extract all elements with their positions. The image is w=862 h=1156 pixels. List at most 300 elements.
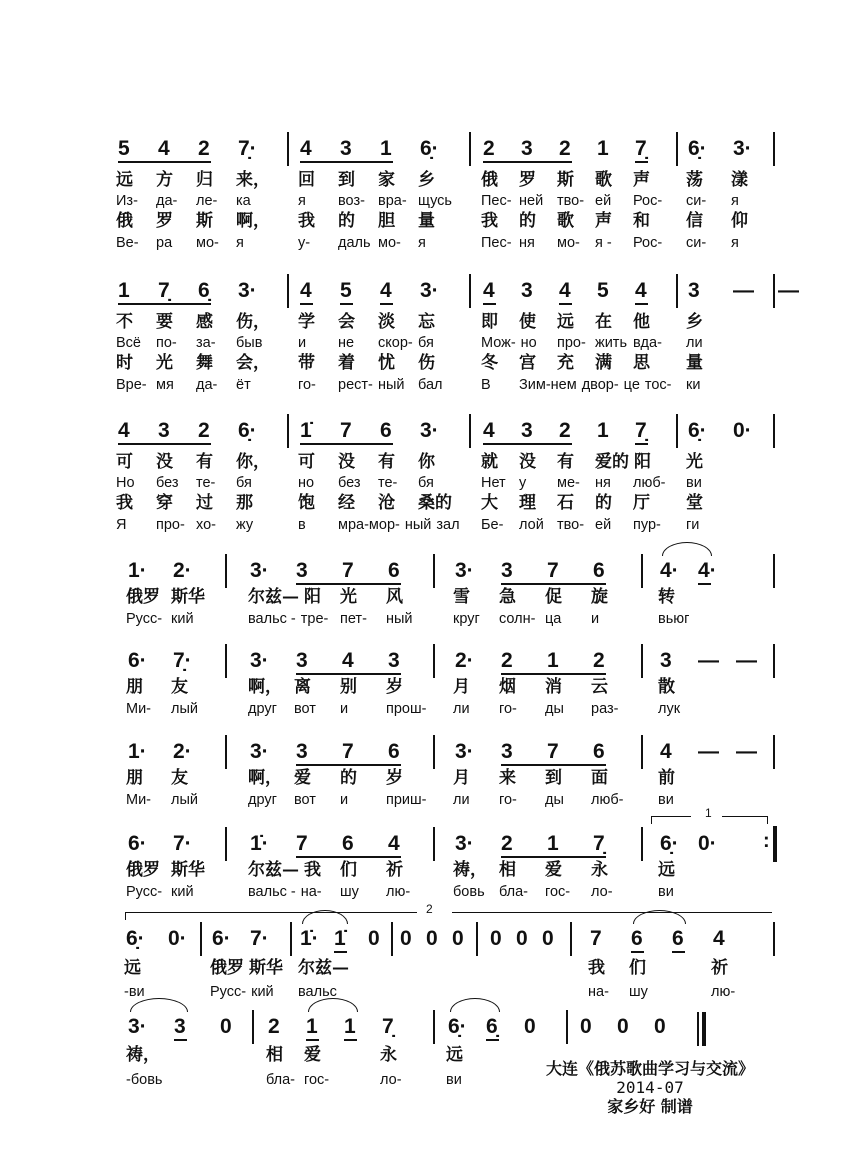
lyric-chinese: 祈 [711, 958, 728, 978]
lyric-chinese: 光 [686, 452, 703, 472]
lyric-chinese: 我 [116, 493, 133, 513]
barline [641, 644, 643, 678]
lyric-russian: го- [499, 792, 517, 808]
lyric-chinese: 漾 [731, 170, 748, 190]
lyric-russian: ле- [196, 193, 218, 209]
lyric-chinese: 回 [298, 170, 315, 190]
lyric-chinese: 在 [595, 312, 612, 332]
barline [433, 644, 435, 678]
note: 0 [580, 1015, 592, 1038]
lyric-chinese: 俄 [481, 170, 498, 190]
note: 3· [128, 1015, 147, 1038]
lyric-chinese: 岁 [386, 677, 403, 697]
note: 6 [593, 559, 605, 582]
lyric-chinese: 和 [633, 211, 650, 231]
lyric-chinese: 到 [545, 768, 562, 788]
lyric-chinese: 使 [519, 312, 536, 332]
lyric-russian: я [236, 235, 244, 251]
note: 4 [300, 137, 312, 160]
beam-underline [340, 303, 353, 305]
note: 6̣· [688, 419, 707, 442]
lyric-russian: быв [236, 335, 263, 351]
lyric-chinese: 促 [545, 587, 562, 607]
lyric-russian: гос- [545, 884, 571, 900]
note: — [698, 649, 719, 672]
beam-underline [635, 303, 648, 305]
barline [433, 735, 435, 769]
lyric-russian: вальс - [248, 611, 296, 627]
beam-underline [300, 161, 393, 163]
lyric-russian: бя [418, 475, 434, 491]
lyric-chinese: 荡 [686, 170, 703, 190]
note: 2 [268, 1015, 280, 1038]
lyric-chinese: 罗 [156, 211, 173, 231]
repeat-dots: : [763, 830, 770, 852]
lyric-chinese: 啊， [236, 211, 270, 231]
note: 6̣· [420, 137, 439, 160]
note: 2· [173, 740, 192, 763]
lyric-chinese: 乡 [418, 170, 435, 190]
barline [641, 554, 643, 588]
lyric-chinese: 满 [595, 353, 612, 373]
lyric-chinese: 到 [338, 170, 355, 190]
note: 3 [174, 1015, 186, 1038]
lyric-russian: ный [378, 377, 405, 393]
lyric-russian: Русс- [126, 884, 163, 900]
lyric-chinese: 斯华 [249, 958, 283, 978]
lyric-chinese: 永 [591, 860, 608, 880]
lyric-russian: вот [294, 701, 316, 717]
note: 1 [344, 1015, 356, 1038]
lyric-russian: бя [418, 335, 434, 351]
lyric-chinese: 罗 [519, 170, 536, 190]
lyric-chinese: 朋 [126, 768, 143, 788]
lyric-chinese: 俄罗 [210, 958, 244, 978]
barline [676, 414, 678, 448]
lyric-chinese: 仰 [731, 211, 748, 231]
lyric-russian: Из- [116, 193, 138, 209]
lyric-chinese: 祷， [126, 1045, 160, 1065]
lyric-russian: ца [545, 611, 562, 627]
lyric-chinese: 那 [236, 493, 253, 513]
note: 2 [198, 137, 210, 160]
lyric-russian: мо- [378, 235, 401, 251]
note: 3 [296, 740, 308, 763]
note: 5 [597, 279, 609, 302]
lyric-russian: ло- [380, 1072, 402, 1088]
note: 3 [340, 137, 352, 160]
lyric-russian: мра-мор- [338, 517, 400, 533]
lyric-chinese: 光 [156, 353, 173, 373]
barline [773, 132, 775, 166]
beam-underline [296, 764, 401, 766]
lyric-chinese: 歌 [557, 211, 574, 231]
lyric-russian: в [298, 517, 306, 533]
lyric-russian: ра [156, 235, 173, 251]
beam-underline [483, 161, 572, 163]
lyric-russian: но [520, 335, 537, 351]
note: 6 [380, 419, 392, 442]
volta-1-tick [651, 816, 652, 824]
lyric-russian: бал [418, 377, 443, 393]
lyric-russian: Рос- [633, 235, 663, 251]
note: 3· [455, 559, 474, 582]
lyric-chinese: 舞 [196, 353, 213, 373]
lyric-chinese: 月 [453, 677, 470, 697]
lyric-russian: и [591, 611, 600, 627]
lyric-chinese: 祷， [453, 860, 487, 880]
barline [225, 735, 227, 769]
note: 0 [516, 927, 528, 950]
lyric-russian: Пес- [481, 235, 512, 251]
lyric-chinese: 大 [481, 493, 498, 513]
lyric-russian: мо- [557, 235, 580, 251]
volta-1-line-left [651, 816, 691, 817]
lyric-russian: си- [686, 235, 707, 251]
lyric-chinese: 他 [633, 312, 650, 332]
lyric-chinese: 阳 [634, 452, 651, 472]
lyric-chinese: 斯 [196, 211, 213, 231]
lyric-russian: Ми- [126, 701, 152, 717]
lyric-chinese: 面 [591, 768, 608, 788]
lyric-chinese: 伤， [236, 312, 270, 332]
lyric-russian: вальс - [248, 884, 296, 900]
note: 3 [501, 559, 513, 582]
lyric-russian: ка [236, 193, 251, 209]
beam-underline [501, 764, 606, 766]
note: 6 [672, 927, 684, 950]
beam-underline [501, 583, 606, 585]
lyric-russian: лю- [711, 984, 736, 1000]
lyric-chinese: 相 [266, 1045, 283, 1065]
lyric-russian: ный [386, 611, 413, 627]
lyric-russian: двор- [581, 377, 619, 393]
lyric-chinese: 充 [557, 353, 574, 373]
beam-underline [698, 583, 711, 585]
lyric-russian: да- [156, 193, 178, 209]
note: 6 [388, 740, 400, 763]
volta-2-line-left [125, 912, 417, 913]
note: 0 [490, 927, 502, 950]
lyric-russian: кий [171, 611, 194, 627]
note: 3 [521, 137, 533, 160]
lyric-russian: и [298, 335, 307, 351]
lyric-chinese: 会， [236, 353, 270, 373]
lyric-russian: вра- [378, 193, 407, 209]
note: — [733, 279, 754, 302]
lyric-chinese: 你， [236, 452, 270, 472]
lyric-russian: тос- [644, 377, 672, 393]
lyric-chinese: 声 [595, 211, 612, 231]
lyric-russian: Русс- [126, 611, 163, 627]
lyric-chinese: 俄 [116, 211, 133, 231]
barline [676, 274, 678, 308]
beam-underline [296, 583, 401, 585]
note: 1 [306, 1015, 318, 1038]
lyric-russian: бла- [499, 884, 529, 900]
barline [200, 922, 202, 956]
lyric-chinese: 沧 [378, 493, 395, 513]
lyric-chinese: 胆 [378, 211, 395, 231]
note: 7· [173, 832, 192, 855]
beam-underline [631, 951, 644, 953]
lyric-russian: вда- [633, 335, 662, 351]
lyric-russian: по- [156, 335, 177, 351]
lyric-chinese: 可 [116, 452, 133, 472]
lyric-chinese: 远 [557, 312, 574, 332]
lyric-chinese: 尔兹— [248, 587, 299, 607]
barline [225, 554, 227, 588]
lyric-russian: хо- [196, 517, 216, 533]
note: 6̣· [126, 927, 145, 950]
repeat-end-barline [773, 826, 777, 862]
lyric-chinese: 过 [196, 493, 213, 513]
note: 1 [597, 419, 609, 442]
lyric-chinese: 朋 [126, 677, 143, 697]
lyric-chinese: 的 [519, 211, 536, 231]
note: 1 [547, 649, 559, 672]
note: — [736, 649, 757, 672]
note: 7· [250, 927, 269, 950]
note: 3 [296, 559, 308, 582]
lyric-russian: ки [686, 377, 701, 393]
lyric-chinese: 理 [519, 493, 536, 513]
lyric-chinese: 远 [658, 860, 675, 880]
note: 3· [455, 832, 474, 855]
note: 4 [713, 927, 725, 950]
lyric-chinese: 忧 [378, 353, 395, 373]
lyric-chinese: 会 [338, 312, 355, 332]
lyric-russian: лук [658, 701, 681, 717]
barline [433, 827, 435, 861]
note: 7 [296, 832, 308, 855]
lyric-russian: друг [248, 701, 277, 717]
note: 3· [420, 279, 439, 302]
barline [773, 554, 775, 588]
lyric-russian: друг [248, 792, 277, 808]
lyric-chinese: 友 [171, 677, 188, 697]
note: 3 [158, 419, 170, 442]
barline [566, 1010, 568, 1044]
note: 6 [388, 559, 400, 582]
lyric-russian: Бе- [481, 517, 504, 533]
lyric-russian: да- [196, 377, 218, 393]
note: 6· [128, 832, 147, 855]
note: 0 [617, 1015, 629, 1038]
barline [773, 735, 775, 769]
lyric-russian: люб- [633, 475, 666, 491]
barline [469, 132, 471, 166]
lyric-chinese: 们 [629, 958, 646, 978]
lyric-chinese: 消 [545, 677, 562, 697]
lyric-russian: ви [658, 884, 674, 900]
lyric-russian: вьюг [658, 611, 690, 627]
note: 3 [688, 279, 700, 302]
lyric-chinese: 量 [686, 353, 703, 373]
lyric-russian: Я [116, 517, 127, 533]
lyric-chinese: 有 [557, 452, 574, 472]
note: 6̣· [688, 137, 707, 160]
note: 2· [455, 649, 474, 672]
note: 3· [420, 419, 439, 442]
note: 4· [660, 559, 679, 582]
beam-underline [635, 443, 648, 445]
note: 7 [340, 419, 352, 442]
note: 0 [542, 927, 554, 950]
lyric-russian: ды [545, 792, 564, 808]
note: 2 [593, 649, 605, 672]
lyric-chinese: 即 [481, 312, 498, 332]
note: 0· [698, 832, 717, 855]
note: 0· [168, 927, 187, 950]
beam-underline [559, 303, 572, 305]
lyric-chinese: 远 [116, 170, 133, 190]
lyric-russian: тво- [557, 193, 585, 209]
note: 2 [559, 137, 571, 160]
barline [225, 644, 227, 678]
lyric-russian: Ми- [126, 792, 152, 808]
beam-underline [501, 856, 606, 858]
lyric-russian: ви [686, 475, 702, 491]
note: 4 [635, 279, 647, 302]
note: 7̣· [238, 137, 257, 160]
beam-underline [672, 951, 685, 953]
lyric-russian: ёт [236, 377, 251, 393]
lyric-chinese: 爱 [294, 768, 311, 788]
lyric-russian: Вре- [116, 377, 147, 393]
lyric-russian: Русс- [210, 984, 247, 1000]
lyric-russian: кий [251, 984, 274, 1000]
lyric-chinese: 就 [481, 452, 498, 472]
note: 4· [698, 559, 717, 582]
lyric-russian: В [481, 377, 491, 393]
lyric-russian: раз- [591, 701, 619, 717]
lyric-russian: ня [519, 235, 535, 251]
beam-underline [296, 856, 401, 858]
beam-underline [174, 1039, 187, 1041]
lyric-russian: Зим-нем [519, 377, 577, 393]
lyric-russian: Нет [481, 475, 506, 491]
lyric-chinese: 我 [298, 211, 315, 231]
volta-2-label: 2 [426, 902, 433, 916]
barline [676, 132, 678, 166]
lyric-russian: тре- [300, 611, 329, 627]
lyric-russian: я [418, 235, 426, 251]
lyric-chinese: 斯华 [171, 860, 205, 880]
lyric-russian: пет- [340, 611, 367, 627]
note: 6 [631, 927, 643, 950]
note: 7 [342, 559, 354, 582]
barline [433, 554, 435, 588]
lyric-chinese: 饱 [298, 493, 315, 513]
note: 7̣ [593, 832, 605, 855]
note: 6· [212, 927, 231, 950]
volta-2-tick [125, 912, 126, 920]
beam-underline [296, 673, 401, 675]
lyric-russian: бовь [453, 884, 485, 900]
lyric-russian: вот [294, 792, 316, 808]
tie-arc [662, 542, 712, 556]
note: 0 [368, 927, 380, 950]
note: 5 [340, 279, 352, 302]
note: 4 [118, 419, 130, 442]
barline [287, 414, 289, 448]
lyric-chinese: 桑的 [418, 493, 452, 513]
beam-underline [334, 951, 347, 953]
lyric-chinese: 岁 [386, 768, 403, 788]
lyric-russian: лю- [386, 884, 411, 900]
lyric-russian: го- [298, 377, 316, 393]
note: 4 [342, 649, 354, 672]
lyric-russian: шу [629, 984, 648, 1000]
note: 1 [597, 137, 609, 160]
beam-underline [300, 443, 393, 445]
lyric-chinese: 友 [171, 768, 188, 788]
lyric-chinese: 着 [338, 353, 355, 373]
lyric-russian: без [338, 475, 361, 491]
barline [570, 922, 572, 956]
note: 3 [521, 419, 533, 442]
lyric-russian: ви [446, 1072, 462, 1088]
note: 7̣ [635, 137, 647, 160]
lyric-russian: но [298, 475, 315, 491]
lyric-russian: прош- [386, 701, 427, 717]
lyric-russian: ня [595, 475, 611, 491]
lyric-chinese: 祈 [386, 860, 403, 880]
barline [773, 414, 775, 448]
lyric-russian: воз- [338, 193, 365, 209]
lyric-chinese: 别 [340, 677, 357, 697]
lyric-russian: гос- [304, 1072, 330, 1088]
lyric-chinese: 的 [595, 493, 612, 513]
lyric-russian: лый [171, 792, 198, 808]
note: 7̣ [635, 419, 647, 442]
lyric-russian: Всё [116, 335, 141, 351]
lyric-russian: люб- [591, 792, 624, 808]
lyric-russian: круг [453, 611, 480, 627]
note: 0 [524, 1015, 536, 1038]
tie-arc [450, 998, 500, 1012]
lyric-chinese: 思 [633, 353, 650, 373]
footer-credit: 家乡好 制谱 [607, 1097, 693, 1116]
lyric-russian: про- [557, 335, 586, 351]
barline [773, 922, 775, 956]
note: — [736, 740, 757, 763]
note: 4 [300, 279, 312, 302]
lyric-russian: ей [595, 193, 612, 209]
lyric-russian: ви [658, 792, 674, 808]
barline [469, 274, 471, 308]
lyric-chinese: 厅 [633, 493, 650, 513]
volta-2-line-right [452, 912, 772, 913]
lyric-chinese: 阳 [304, 587, 321, 607]
lyric-chinese: 来 [499, 768, 516, 788]
beam-underline [380, 303, 393, 305]
note: 3· [455, 740, 474, 763]
footer-source: 大连《俄苏歌曲学习与交流》 [545, 1059, 754, 1078]
lyric-russian: ме- [557, 475, 580, 491]
lyric-chinese: 光 [340, 587, 357, 607]
note: 7 [590, 927, 602, 950]
note: 0 [452, 927, 464, 950]
barline [773, 644, 775, 678]
barline [287, 274, 289, 308]
lyric-chinese: 的 [338, 211, 355, 231]
note: 3 [388, 649, 400, 672]
lyric-russian: це [623, 377, 640, 393]
lyric-chinese: 歌 [595, 170, 612, 190]
lyric-chinese: 经 [338, 493, 355, 513]
